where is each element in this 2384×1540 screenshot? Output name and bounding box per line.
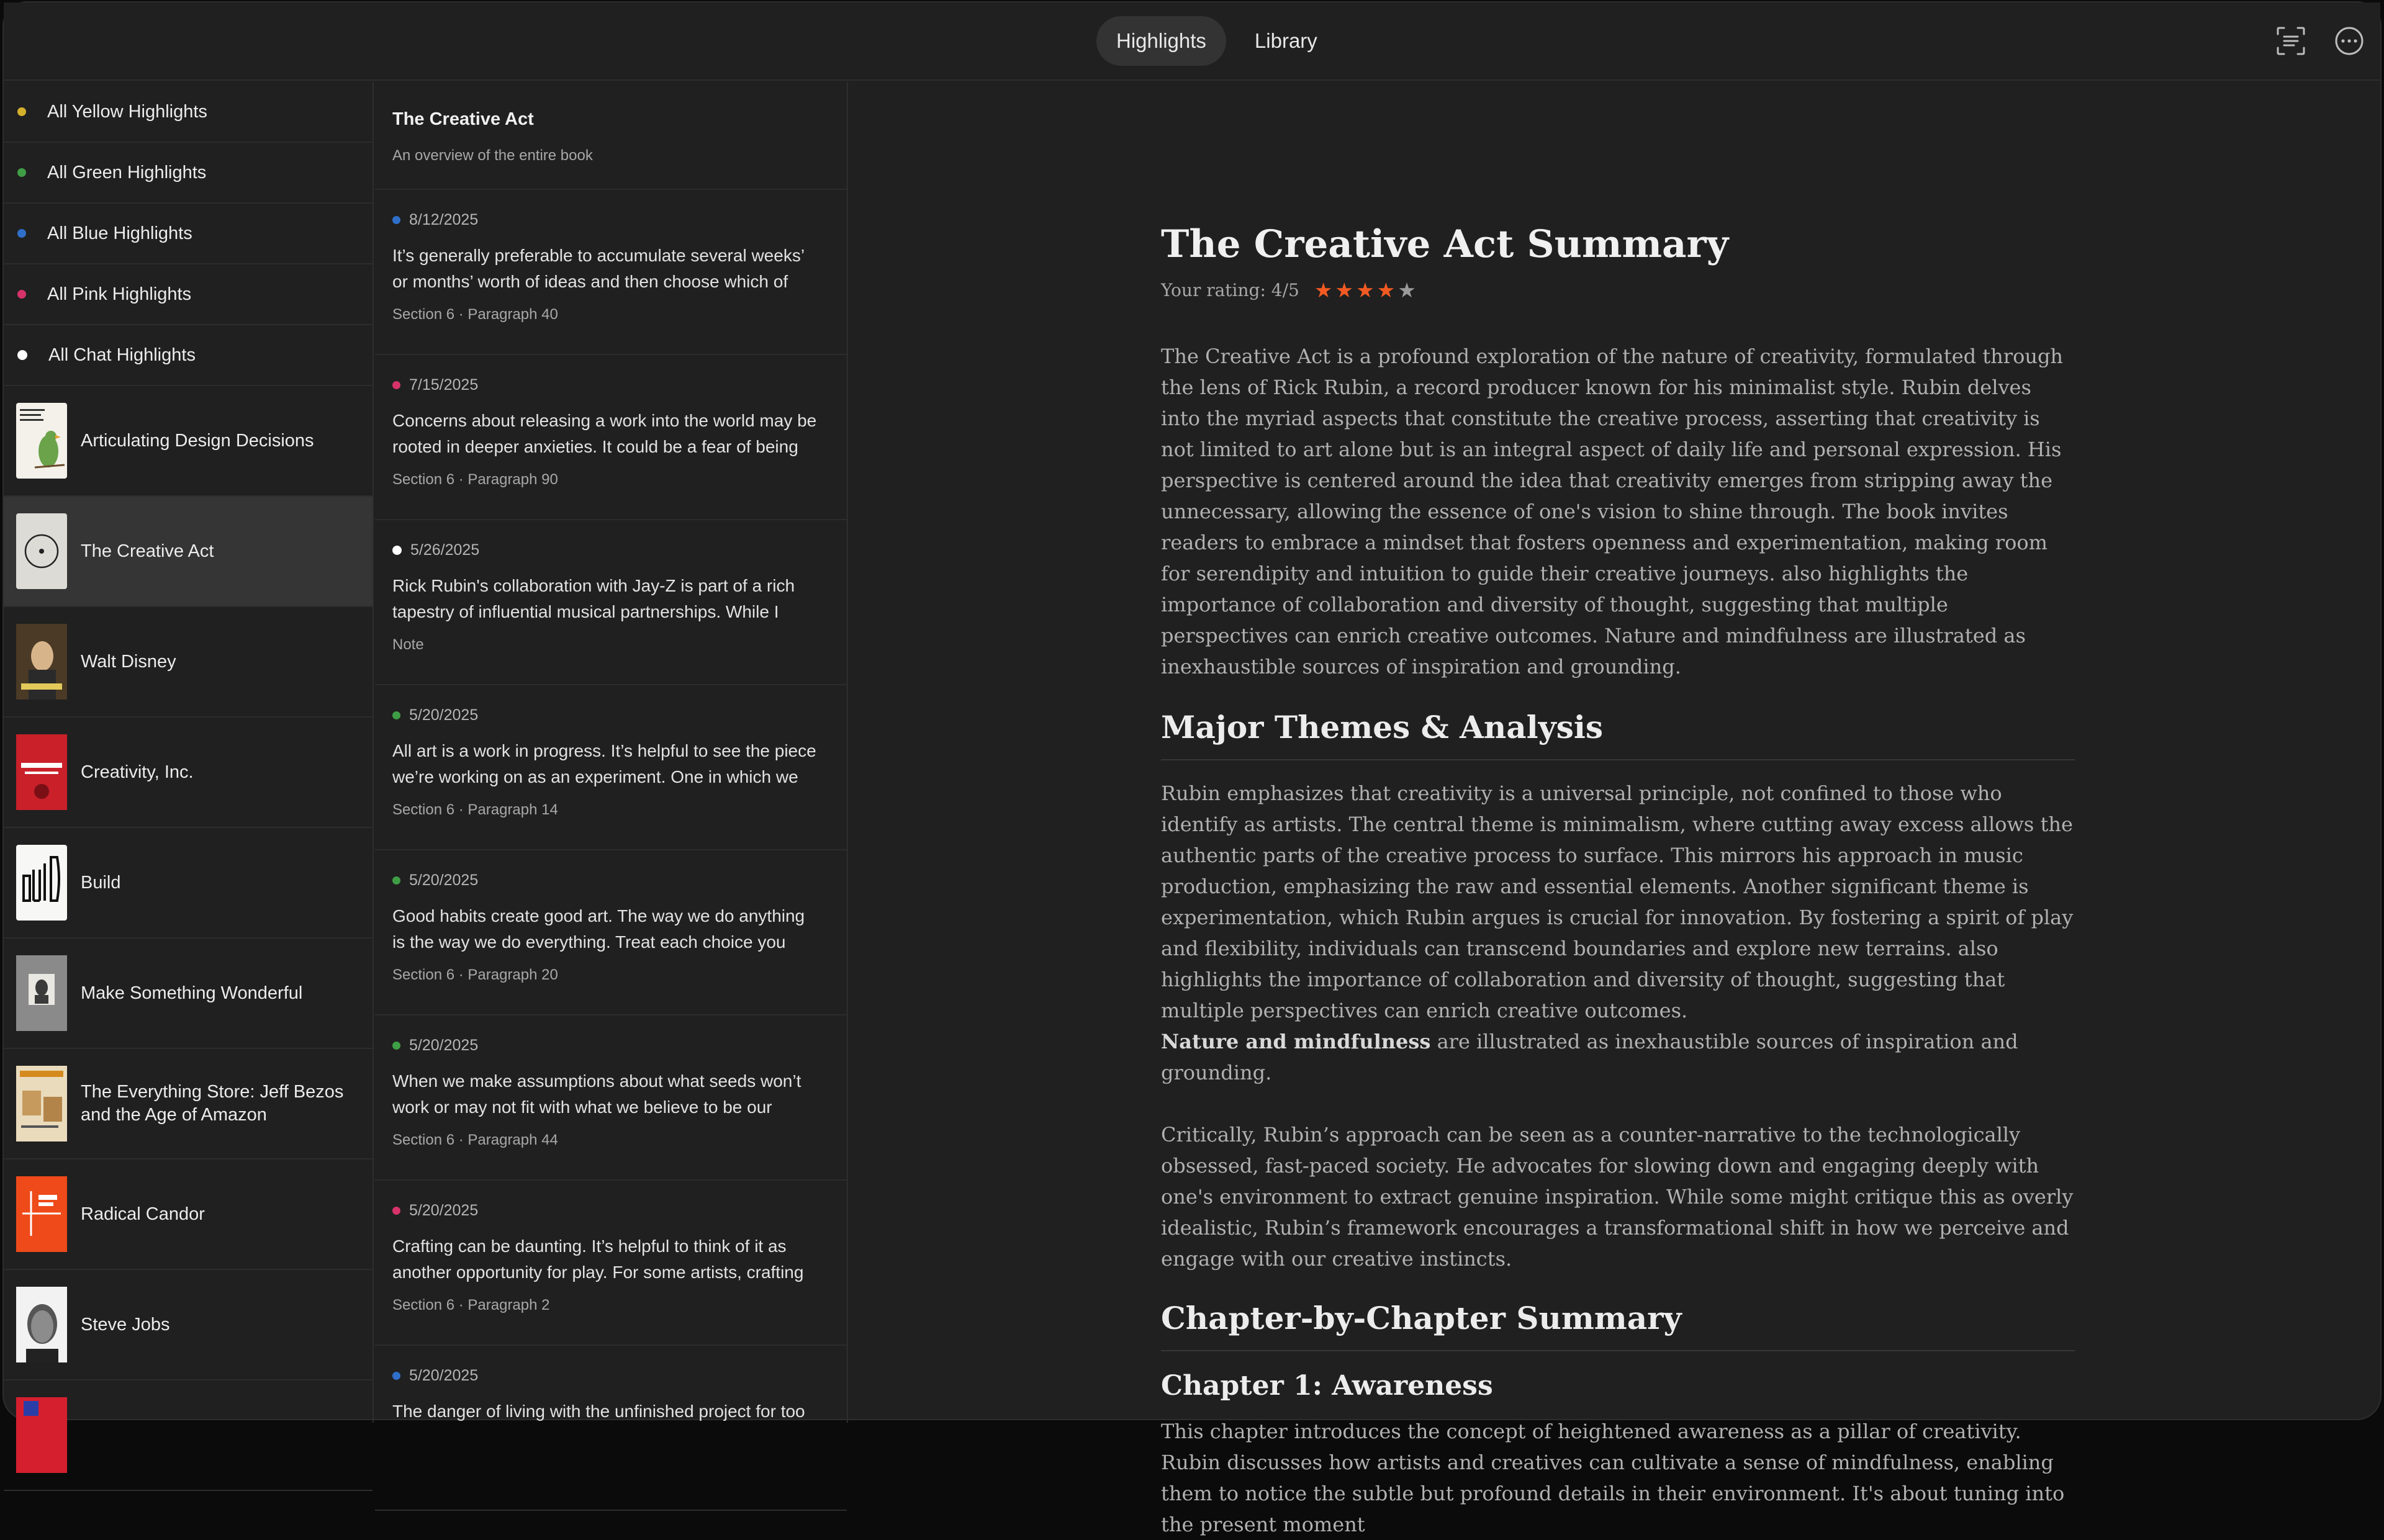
sidebar-book-make-something-wonderful[interactable] (4, 939, 372, 1049)
highlight-location: Section 6 · Paragraph 14 (392, 801, 558, 818)
highlight-text-line: Rick Rubin's collaboration with Jay-Z is part of a rich (392, 576, 795, 595)
book-title: Steve Jobs (81, 1314, 170, 1335)
sidebar-book-the-creative-act[interactable] (4, 497, 372, 607)
book-overview-item[interactable] (375, 82, 847, 190)
highlight-text-line: rooted in deeper anxieties. It could be a fear of being (392, 437, 798, 456)
highlight-item[interactable] (375, 1015, 847, 1181)
filter-blue-highlights[interactable] (4, 204, 372, 264)
green-dot-icon (392, 876, 400, 885)
highlight-text-line: The danger of living with the unfinished project for too (392, 1402, 805, 1421)
highlight-location: Section 6 · Paragraph 2 (392, 1297, 550, 1313)
sidebar-book-partial[interactable] (4, 1380, 372, 1491)
highlight-location: Section 6 · Paragraph 90 (392, 471, 558, 488)
blue-dot-icon (17, 229, 26, 238)
filter-label: All Green Highlights (47, 162, 207, 182)
more-icon[interactable] (2332, 24, 2367, 58)
highlight-location: Section 6 · Paragraph 20 (392, 966, 558, 983)
highlight-item[interactable] (375, 355, 847, 520)
sidebar-book-build[interactable] (4, 828, 372, 939)
highlights-list (375, 82, 848, 1423)
highlight-text-line: or months’ worth of ideas and then choose which of (392, 272, 788, 291)
book-cover (16, 1066, 67, 1141)
star-icon[interactable]: ★ (1335, 278, 1357, 302)
highlight-text-line: another opportunity for play. For some artists, crafting (392, 1263, 804, 1282)
highlight-text-line: tapestry of influential musical partnerships. While I (392, 602, 779, 621)
summary-intro: The Creative Act is a profound exploration of the nature of creativity, formulated through the lens of Rick Rubin, a record producer known for his minimalist style. Rubin delves into the myriad aspects that constitute the creative process, asserting that creativity is not limited to art alone but is an integral aspect of daily life and personal expression. His perspective is centered around the idea that creativity emerges from stripping away the unnecessary, allowing the essence of one's vision to shine through. The book invites readers to embrace a mindset that fosters openness and experimentation, making room for serendipity and intuition to guide their creative journeys. also highlights the importance of collaboration and diversity of thought, suggesting that multiple perspectives can enrich creative outcomes. Nature and mindfulness are illustrated as inexhaustible sources of inspiration and grounding. (1161, 344, 2064, 678)
summary-title: The Creative Act Summary (1161, 222, 1729, 266)
filter-pink-highlights[interactable] (4, 264, 372, 325)
sidebar-book-radical-candor[interactable] (4, 1160, 372, 1270)
highlight-item[interactable] (375, 1346, 847, 1511)
star-icon[interactable]: ★ (1356, 278, 1377, 302)
themes-heading: Major Themes & Analysis (1161, 707, 2075, 760)
book-overview-subtitle: An overview of the entire book (392, 147, 593, 164)
highlight-location: Note (392, 636, 424, 653)
themes-text: Rubin emphasizes that creativity is a universal principle, not confined to those who identify as artists. The central theme is minimalism, where cutting away excess allows the authentic parts of the creative process to surface. This mirrors his approach in music production, emphasizing the raw and essential elements. Another significant theme is experimentation, which Rubin argues is crucial for innovation. By fostering a spirit of play and flexibility, individuals can transcend boundaries and explore new terrains. also highlights the importance of collaboration and diversity of thought, suggesting that multiple perspectives can enrich creative outcomes. (1161, 781, 2074, 1022)
book-cover (16, 734, 67, 810)
filter-label: All Pink Highlights (47, 284, 192, 304)
pink-dot-icon (392, 381, 400, 389)
sidebar-book-walt-disney[interactable] (4, 607, 372, 718)
book-title: The Creative Act (81, 541, 214, 561)
sidebar-book-articulating-design-decisions[interactable] (4, 386, 372, 497)
top-bar (4, 2, 2380, 81)
rating-label: Your rating: 4/5 (1161, 280, 1299, 300)
filter-label: All Yellow Highlights (47, 101, 207, 122)
book-cover (16, 1176, 67, 1252)
tab-library[interactable]: Library (1254, 29, 1317, 52)
blue-dot-icon (392, 1372, 400, 1380)
chapters-heading: Chapter-by-Chapter Summary (1161, 1298, 2075, 1351)
highlight-item[interactable] (375, 1181, 847, 1346)
book-cover (16, 513, 67, 589)
highlight-text-line: we’re working on as an experiment. One in which we (392, 767, 798, 786)
summary-pane (849, 82, 2383, 1536)
book-cover (16, 955, 67, 1031)
filter-label: All Chat Highlights (48, 344, 196, 365)
themes-paragraph (1161, 778, 2075, 1088)
highlight-date: 5/20/2025 (409, 706, 479, 724)
star-icon[interactable]: ★ (1376, 278, 1398, 302)
tab-highlights[interactable]: Highlights (1096, 16, 1226, 66)
highlight-date: 7/15/2025 (409, 376, 479, 394)
green-dot-icon (392, 1042, 400, 1050)
highlight-date: 5/20/2025 (409, 1367, 479, 1384)
blue-dot-icon (392, 216, 400, 224)
book-cover (16, 403, 67, 479)
book-title: The Everything Store: Jeff Bezos and the Age of Amazon (81, 1082, 344, 1125)
sidebar-book-steve-jobs[interactable] (4, 1270, 372, 1380)
highlight-item[interactable] (375, 850, 847, 1015)
filter-green-highlights[interactable] (4, 143, 372, 204)
book-title: Walt Disney (81, 651, 176, 672)
highlight-text-line: It’s generally preferable to accumulate several weeks’ (392, 246, 805, 265)
book-cover (16, 1397, 67, 1473)
highlight-item[interactable] (375, 685, 847, 850)
highlight-date: 8/12/2025 (409, 211, 479, 228)
yellow-dot-icon (17, 107, 26, 116)
sidebar (4, 82, 374, 1423)
filter-label: All Blue Highlights (47, 223, 192, 243)
themes-bold-rest: are illustrated as inexhaustible sources of inspiration and grounding. (1161, 1030, 2018, 1084)
star-icon[interactable]: ★ (1397, 278, 1419, 302)
app-window (2, 1, 2382, 1536)
highlight-location: Section 6 · Paragraph 44 (392, 1132, 558, 1148)
scan-text-icon[interactable] (2273, 24, 2308, 58)
highlight-date: 5/26/2025 (410, 541, 480, 559)
highlight-text-line: All art is a work in progress. It’s helpful to see the piece (392, 741, 816, 760)
critique-paragraph: Critically, Rubin’s approach can be seen as a counter-narrative to the technologically obsessed, fast-paced society. He advocates for slowing down and engaging deeply with one's environment to extract genuine inspiration. While some might critique this as overly idealistic, Rubin’s framework encourages a transformational shift in how we perceive and engage with our creative instincts. (1161, 1123, 2074, 1271)
book-title: Creativity, Inc. (81, 762, 194, 782)
view-switcher (1096, 16, 1337, 66)
highlight-date: 5/20/2025 (409, 1037, 479, 1054)
highlight-text-line: Crafting can be daunting. It’s helpful to think of it as (392, 1236, 787, 1256)
book-title: Radical Candor (81, 1204, 205, 1224)
star-rating[interactable] (1314, 278, 1419, 302)
highlight-date: 5/20/2025 (409, 871, 479, 889)
highlight-date: 5/20/2025 (409, 1202, 479, 1219)
highlight-text-line: work or may not fit with what we believe to be our (392, 1097, 772, 1117)
book-title: Articulating Design Decisions (81, 430, 314, 451)
highlight-text-line: Concerns about releasing a work into the world may be (392, 411, 817, 430)
highlight-item[interactable] (375, 520, 847, 685)
green-dot-icon (392, 711, 400, 719)
book-title: Make Something Wonderful (81, 983, 303, 1003)
white-dot-icon (17, 350, 27, 360)
star-icon[interactable]: ★ (1314, 278, 1335, 302)
themes-bold-text: Nature and mindfulness (1161, 1030, 1431, 1053)
sidebar-book-the-everything-store[interactable] (4, 1049, 372, 1160)
white-dot-icon (392, 546, 402, 555)
book-cover (16, 1287, 67, 1362)
filter-chat-highlights[interactable] (4, 325, 372, 386)
book-cover (16, 624, 67, 700)
highlight-item[interactable] (375, 190, 847, 355)
green-dot-icon (17, 168, 26, 177)
highlight-text-line: Good habits create good art. The way we do anything (392, 906, 805, 925)
sidebar-book-creativity-inc[interactable] (4, 718, 372, 828)
rating-row (1161, 278, 2075, 302)
highlight-text-line: is the way we do everything. Treat each choice you (392, 932, 786, 952)
pink-dot-icon (392, 1207, 400, 1215)
filter-yellow-highlights[interactable] (4, 82, 372, 143)
highlight-text-line: When we make assumptions about what seeds won’t (392, 1071, 801, 1091)
book-overview-title: The Creative Act (392, 109, 534, 129)
book-cover (16, 845, 67, 921)
pink-dot-icon (17, 290, 26, 299)
chapter1-paragraph: This chapter introduces the concept of heightened awareness as a pillar of creativity. Rubin discusses how artists and creatives can cultivate a sense of mindfulness, enabling them to notice the subtle but profound details in their environment. It's about tuning into the present moment (1161, 1420, 2065, 1536)
chapter1-heading: Chapter 1: Awareness (1161, 1370, 1493, 1402)
summary-article (1161, 220, 2075, 1540)
highlight-location: Section 6 · Paragraph 40 (392, 306, 558, 323)
book-title: Build (81, 872, 121, 893)
